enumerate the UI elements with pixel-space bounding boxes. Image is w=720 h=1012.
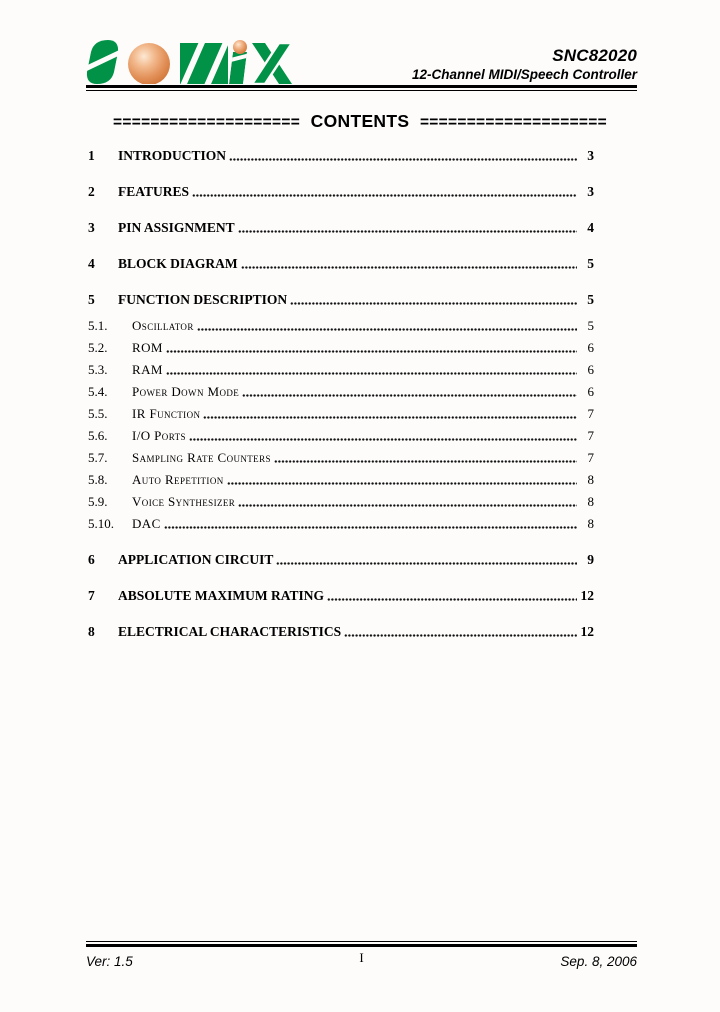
toc-entry-number: 5.3. <box>88 362 108 377</box>
toc-entry-number: 5.9. <box>88 494 108 509</box>
toc-entry-number: 5.8. <box>88 472 108 487</box>
toc-entry-page: 8 <box>587 494 594 509</box>
toc-entry-page: 5 <box>587 292 594 307</box>
toc-entry-features[interactable] <box>88 184 594 199</box>
dot-leader <box>238 504 577 507</box>
toc-entry-title: Auto Repetition <box>132 472 224 487</box>
dot-leader <box>274 460 577 463</box>
toc-entry-sampling-rate-counters[interactable] <box>88 450 594 465</box>
toc-entry-number: 5 <box>88 292 95 307</box>
dot-leader <box>242 394 577 397</box>
toc-entry-title: FEATURES <box>118 184 190 199</box>
toc-entry-page: 5 <box>587 318 594 333</box>
toc-entry-number: 8 <box>88 624 95 639</box>
dot-leader <box>276 562 577 565</box>
dot-leader <box>203 416 577 419</box>
version-label: Ver: 1.5 <box>86 954 133 969</box>
date-label: Sep. 8, 2006 <box>560 954 637 969</box>
toc-entry-page: 8 <box>587 516 594 531</box>
dot-leader <box>241 266 577 269</box>
toc-entry-title: ABSOLUTE MAXIMUM RATING <box>118 588 325 603</box>
dot-leader <box>189 438 577 441</box>
toc-entry-title: Sampling Rate Counters <box>132 450 271 465</box>
logo-letter-x <box>252 43 292 84</box>
product-name: SNC82020 <box>552 46 637 66</box>
dot-leader <box>192 194 577 197</box>
toc-entry-title: INTRODUCTION <box>118 148 227 163</box>
logo-letter-n <box>180 40 228 84</box>
toc-entry-absolute-maximum-rating[interactable] <box>88 588 594 603</box>
toc-entry-ir-function[interactable] <box>88 406 594 421</box>
page-header <box>86 40 637 84</box>
toc-entry-oscillator[interactable] <box>88 318 594 333</box>
toc-entry-page: 7 <box>587 406 594 421</box>
toc-entry-number: 7 <box>88 588 95 603</box>
toc-entry-pin-assignment[interactable] <box>88 220 594 235</box>
toc-entry-number: 5.7. <box>88 450 108 465</box>
toc-entry-number: 5.4. <box>88 384 108 399</box>
toc-entry-number: 2 <box>88 184 95 199</box>
dot-leader <box>227 482 577 485</box>
toc-entry-title: ELECTRICAL CHARACTERISTICS <box>118 624 342 639</box>
toc-entry-function-description[interactable] <box>88 292 594 307</box>
table-of-contents <box>88 146 594 639</box>
toc-entry-page: 5 <box>587 256 594 271</box>
toc-entry-page: 8 <box>587 472 594 487</box>
toc-entry-number: 3 <box>88 220 95 235</box>
toc-entry-page: 9 <box>587 552 594 567</box>
toc-entry-page: 7 <box>587 428 594 443</box>
toc-entry-block-diagram[interactable] <box>88 256 594 271</box>
toc-entry-page: 4 <box>587 220 594 235</box>
toc-entry-introduction[interactable] <box>88 148 594 163</box>
toc-entry-ram[interactable] <box>88 362 594 377</box>
toc-entry-page: 6 <box>587 384 594 399</box>
dot-leader <box>327 598 577 601</box>
toc-entry-title: BLOCK DIAGRAM <box>118 256 238 271</box>
toc-entry-number: 1 <box>88 148 95 163</box>
toc-entry-number: 4 <box>88 256 95 271</box>
logo-letter-i <box>227 40 250 84</box>
toc-entry-number: 5.5. <box>88 406 108 421</box>
toc-entry-title: APPLICATION CIRCUIT <box>118 552 274 567</box>
toc-entry-number: 5.2. <box>88 340 108 355</box>
contents-heading-equals-left: ==================== <box>113 114 301 131</box>
toc-entry-title: IR Function <box>132 406 201 421</box>
toc-entry-title: FUNCTION DESCRIPTION <box>118 292 288 307</box>
toc-entry-title: Power Down Mode <box>132 384 240 399</box>
contents-heading-equals-right: ==================== <box>419 114 607 131</box>
toc-entry-dac[interactable] <box>88 516 594 531</box>
header-titles <box>412 47 637 84</box>
dot-leader <box>164 526 577 529</box>
contents-heading <box>0 111 720 132</box>
toc-entry-title: DAC <box>132 516 161 531</box>
toc-entry-power-down-mode[interactable] <box>88 384 594 399</box>
sonix-logo-image <box>86 40 292 84</box>
toc-entry-title: RAM <box>132 362 163 377</box>
dot-leader <box>197 328 577 331</box>
toc-entry-auto-repetition[interactable] <box>88 472 594 487</box>
toc-entry-voice-synthesizer[interactable] <box>88 494 594 509</box>
logo-letter-s <box>86 40 123 84</box>
toc-entry-title: Voice Synthesizer <box>132 494 236 509</box>
dot-leader <box>238 230 577 233</box>
toc-entry-page: 3 <box>587 148 594 163</box>
toc-entry-number: 5.1. <box>88 318 108 333</box>
page-number: I <box>359 950 364 965</box>
toc-entry-page: 6 <box>587 340 594 355</box>
dot-leader <box>290 302 577 305</box>
sonix-logo <box>86 40 292 84</box>
dot-leader <box>166 372 577 375</box>
dot-leader <box>344 634 577 637</box>
header-rule <box>86 85 637 91</box>
toc-entry-io-ports[interactable] <box>88 428 594 443</box>
dot-leader <box>229 158 577 161</box>
product-subtitle: 12-Channel MIDI/Speech Controller <box>411 67 637 83</box>
toc-entry-title: Oscillator <box>132 318 194 333</box>
toc-entry-application-circuit[interactable] <box>88 552 594 567</box>
toc-entry-number: 5.6. <box>88 428 108 443</box>
toc-entry-title: ROM <box>132 340 163 355</box>
toc-entry-title: I/O Ports <box>132 428 186 443</box>
toc-entry-page: 6 <box>587 362 594 377</box>
page-footer <box>86 941 637 969</box>
logo-letter-o <box>128 43 170 84</box>
toc-entry-number: 6 <box>88 552 95 567</box>
toc-entry-title: PIN ASSIGNMENT <box>118 220 235 235</box>
toc-entry-number: 5.10. <box>88 516 114 531</box>
toc-entry-page: 7 <box>587 450 594 465</box>
contents-title: CONTENTS <box>310 111 410 131</box>
toc-entry-electrical-characteristics[interactable] <box>88 624 594 639</box>
dot-leader <box>166 350 577 353</box>
footer-rule <box>86 941 637 947</box>
toc-entry-page: 3 <box>587 184 594 199</box>
toc-entry-page: 12 <box>580 624 594 639</box>
toc-entry-page: 12 <box>580 588 594 603</box>
toc-entry-rom[interactable] <box>88 340 594 355</box>
